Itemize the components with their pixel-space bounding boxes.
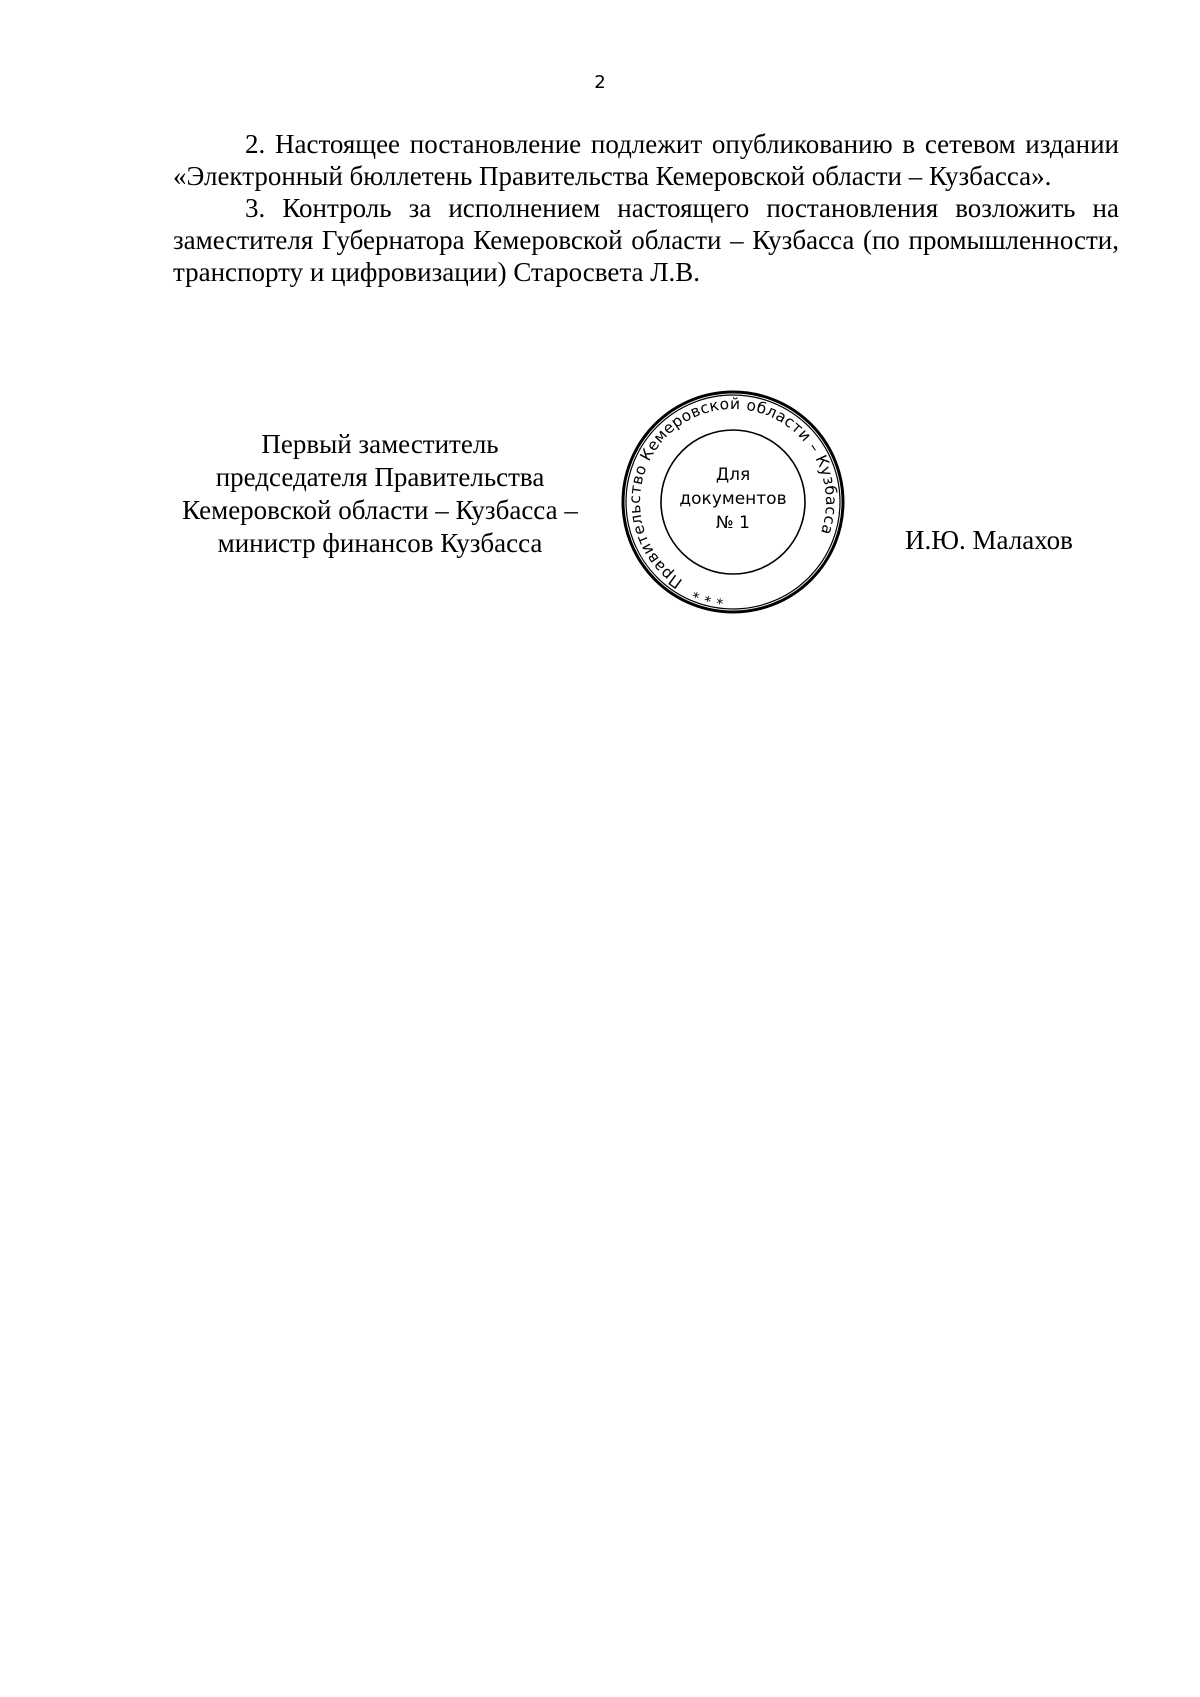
page-number: 2 <box>594 72 606 93</box>
signatory-position-line: председателя Правительства <box>215 462 545 492</box>
paragraph-publication: 2. Настоящее постановление подлежит опубликованию в сетевом издании «Электронный бюллетень Правительства Кемеровской области – Кузбасса». <box>173 129 1119 191</box>
signatory-position-line: Кемеровской области – Кузбасса – <box>182 495 578 525</box>
signatory-name: И.Ю. Малахов <box>905 525 1073 555</box>
stamp-center-line: Для <box>715 465 751 485</box>
svg-text:* * * <box>691 583 725 606</box>
signatory-position-line: Первый заместитель <box>261 429 499 459</box>
paragraph-control: 3. Контроль за исполнением настоящего постановления возложить на заместителя Губернатора Кемеровской области – Кузбасса (по промышленности, транспорту и цифровизации) Старосвета Л.В. <box>173 193 1119 287</box>
official-seal-stamp <box>619 388 847 616</box>
signatory-position-line: министр финансов Кузбасса <box>217 528 543 558</box>
stamp-ring-text: Правительство Кемеровской области – Кузбасса <box>625 394 841 592</box>
stamp-center-line: документов <box>679 489 787 509</box>
signatory-position <box>160 428 600 560</box>
stamp-center-line: № 1 <box>716 513 750 533</box>
stamp-stars: * * * <box>691 583 725 607</box>
document-body <box>173 128 1119 288</box>
